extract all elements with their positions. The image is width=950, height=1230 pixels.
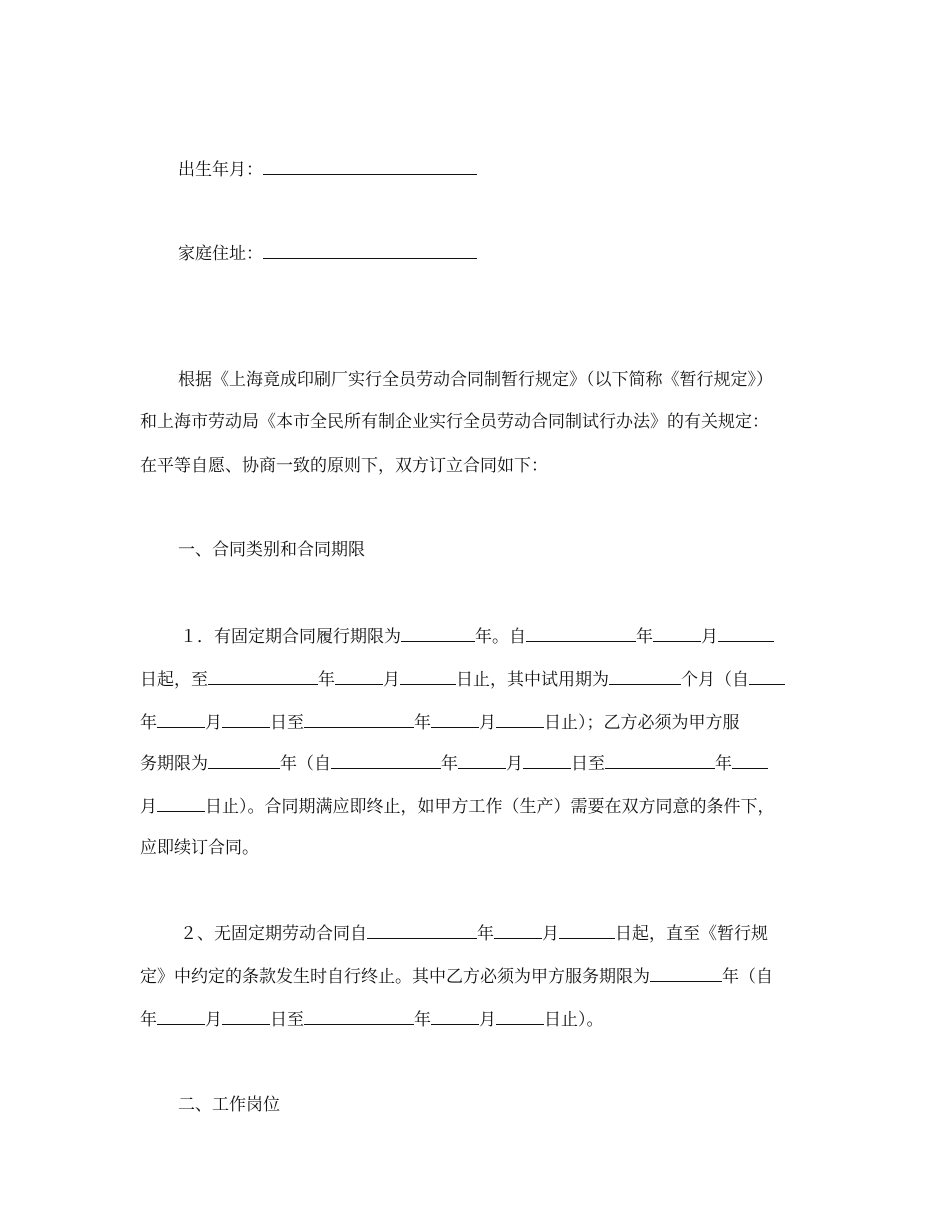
section1-heading: 一、合同类别和合同期限: [178, 540, 365, 560]
s1-line-1: １．有固定期合同履行期限为 年。自 年 月: [140, 625, 810, 647]
preamble-line-2: 和上海市劳动局《本市全民所有制企业实行全员劳动合同制试行办法》的有关规定：: [140, 412, 769, 432]
address-blank[interactable]: [263, 242, 477, 259]
birth-field: [178, 158, 477, 180]
s1-line-6: 应即续订合同。: [140, 838, 259, 858]
address-field: [178, 242, 477, 264]
preamble-line-1: 根据《上海竟成印刷厂实行全员劳动合同制暂行规定》（以下简称《暂行规定》）: [178, 370, 773, 390]
s2-line-2: 定》中约定的条款发生时自行终止。其中乙方必须为甲方服务期限为 年（自: [140, 967, 773, 987]
s1-line-3: 年 月 日至 年 月 日止）；乙方必须为甲方服: [140, 713, 740, 733]
birth-label: 出生年月：: [178, 160, 263, 180]
s2-line-3: 年 月 日至 年 月 日止）。: [140, 1010, 604, 1030]
birth-blank[interactable]: [263, 158, 477, 175]
preamble-line-3: 在平等自愿、协商一致的原则下，双方订立合同如下：: [140, 456, 548, 476]
s2-line-1: ２、无固定期劳动合同自 年 月 日起，直至《暂行规: [180, 924, 768, 944]
s1-line-5: 月 日止）。合同期满应即终止，如甲方工作（生产）需要在双方同意的条件下，: [140, 797, 775, 817]
s1-line-4: 务期限为 年（自 年 月 日至 年: [140, 752, 768, 774]
address-label: 家庭住址：: [178, 244, 263, 264]
s1-line-2: 日起，至 年 月 日止，其中试用期为 个月（自: [140, 668, 785, 690]
section2-heading: 二、工作岗位: [178, 1095, 280, 1115]
